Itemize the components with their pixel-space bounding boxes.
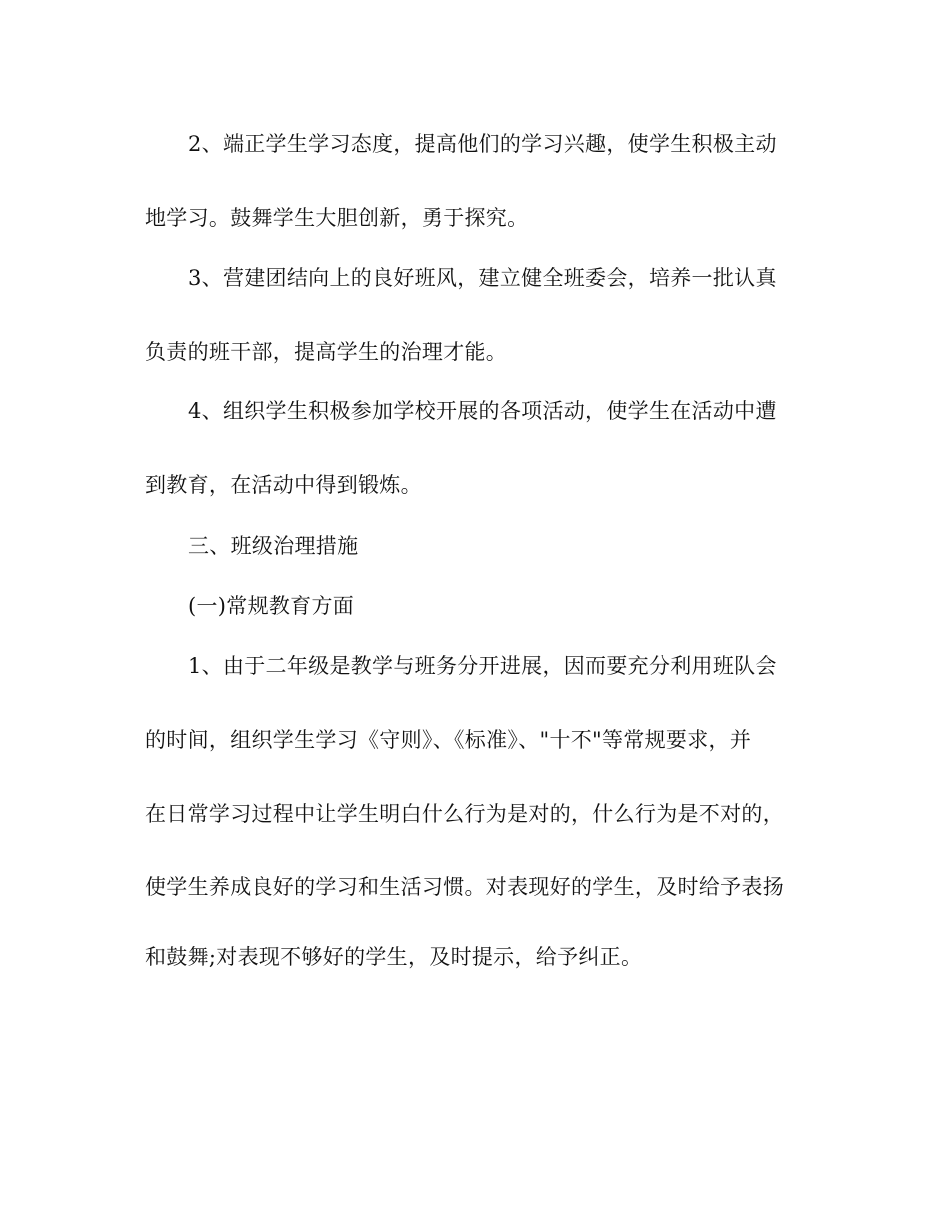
paragraph-4-line-2: 到教育，在活动中得到锻炼。 <box>145 473 422 497</box>
paragraph-routine-line-1: 1、由于二年级是教学与班务分开进展，因而要充分利用班队会 <box>188 654 777 678</box>
paragraph-3-line-1: 3、营建团结向上的良好班风，建立健全班委会，培养一批认真 <box>188 266 777 290</box>
paragraph-routine-line-3: 在日常学习过程中让学生明白什么行为是对的，什么行为是不对的， <box>145 802 784 826</box>
section-heading: 三、班级治理措施 <box>188 534 359 558</box>
subsection-heading: (一)常规教育方面 <box>188 594 355 618</box>
paragraph-routine-line-2: 的时间，组织学生学习《守则》、《标准》、"十不"等常规要求，并 <box>145 728 752 752</box>
paragraph-4-line-1: 4、组织学生积极参加学校开展的各项活动，使学生在活动中遭 <box>188 399 777 423</box>
paragraph-routine-line-4: 使学生养成良好的学习和生活习惯。对表现好的学生，及时给予表扬 <box>145 875 784 899</box>
paragraph-2-line-1: 2、端正学生学习态度，提高他们的学习兴趣，使学生积极主动 <box>188 132 777 156</box>
paragraph-2-line-2: 地学习。鼓舞学生大胆创新，勇于探究。 <box>145 206 529 230</box>
paragraph-routine-line-5: 和鼓舞;对表现不够好的学生，及时提示，给予纠正。 <box>145 945 643 969</box>
paragraph-3-line-2: 负责的班干部，提高学生的治理才能。 <box>145 340 508 364</box>
